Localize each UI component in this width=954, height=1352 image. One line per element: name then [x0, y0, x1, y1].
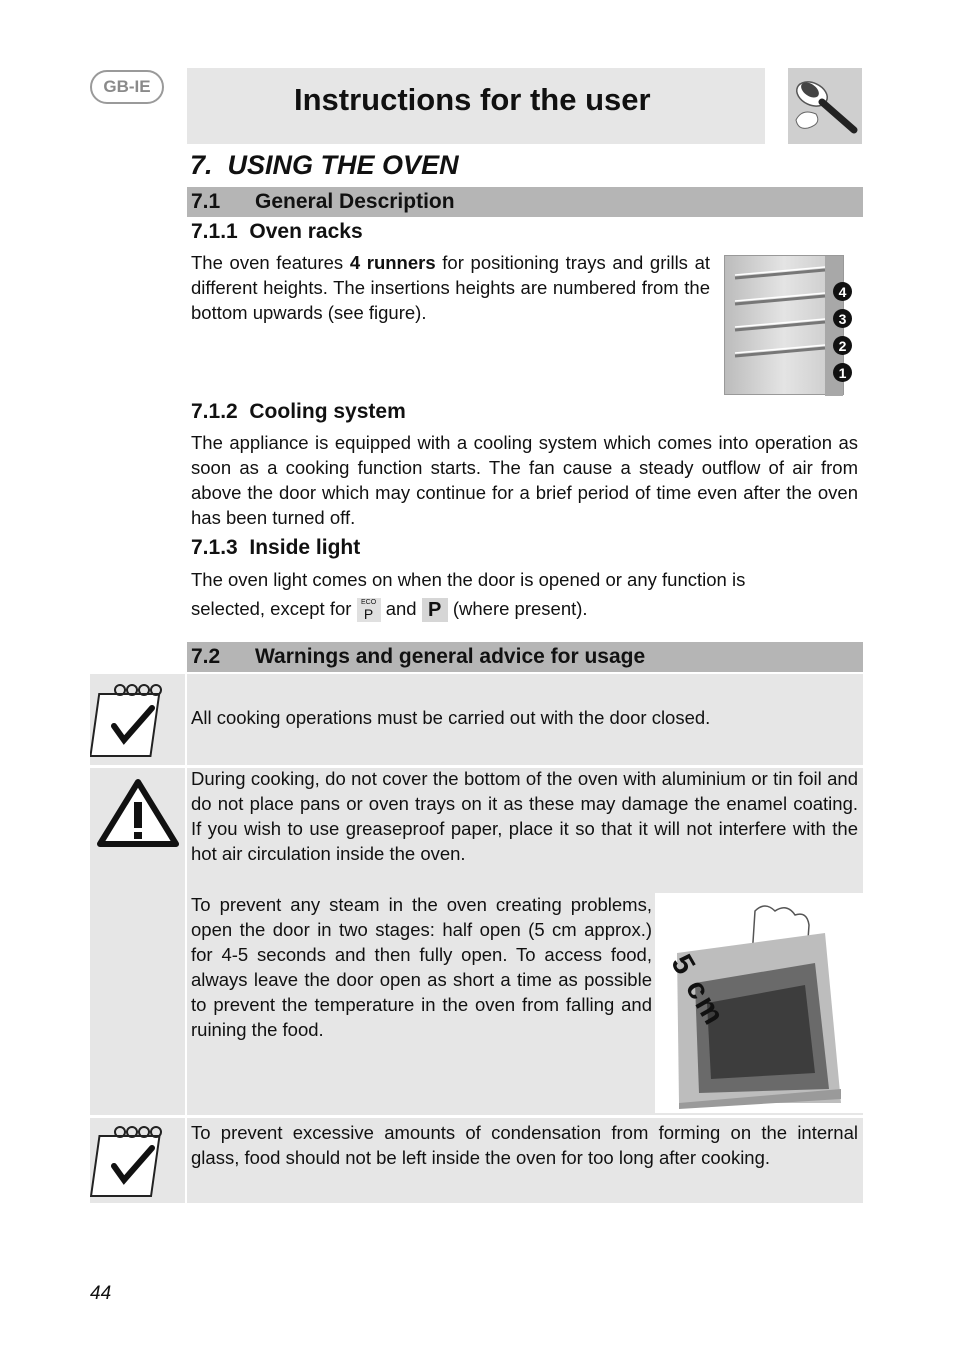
pizza-function-icon: P [422, 598, 448, 622]
chef-spoon-icon [788, 68, 862, 144]
subsection-heading-oven-racks [191, 220, 363, 244]
rack-level-3: 3 [833, 309, 852, 328]
section-bar-7-2 [187, 642, 863, 672]
rack-level-4: 4 [833, 282, 852, 301]
chapter-number: 7. [190, 150, 213, 180]
page-number: 44 [90, 1283, 112, 1304]
warning-icon-cell [90, 768, 185, 1115]
warning-triangle-icon [90, 768, 185, 858]
subsection-title: Inside light [249, 536, 361, 559]
note2-text: To prevent excessive amounts of condensation from forming on the internal glass, food should not be left inside the oven for too long after cooking. [191, 1122, 858, 1168]
chapter-heading [190, 150, 459, 181]
text-fragment: The oven features [191, 252, 350, 273]
warning1-text: During cooking, do not cover the bottom of the oven with aluminium or tin foil and do not place pans or oven trays on it as these may damage the enamel coating. If you wish to use greaseproof paper, place it so that it will not interfere with the hot air circulation inside the oven. [191, 768, 858, 864]
text-fragment: selected, except for [191, 598, 357, 619]
rack-level-1: 1 [833, 363, 852, 382]
page-title: Instructions for the user [294, 82, 651, 117]
notepad-check-icon [90, 674, 185, 765]
section-bar-7-1 [187, 187, 863, 217]
cooling-text: The appliance is equipped with a cooling system which comes into operation as soon as a cooking function starts. The fan cause a steady outflow of air from above the door which may continue for a brief period of time even after the oven has been turned off. [191, 432, 858, 528]
subsection-number: 7.1.2 [191, 400, 238, 423]
section-number: 7.2 [191, 645, 221, 668]
section-number: 7.1 [191, 190, 221, 213]
text-fragment: (where present). [447, 598, 588, 619]
text-fragment: and [380, 598, 422, 619]
eco-label: ECO [360, 599, 377, 607]
section-title: Warnings and general advice for usage [255, 645, 646, 668]
chapter-title: USING THE OVEN [227, 150, 459, 180]
subsection-title: Oven racks [249, 220, 363, 243]
subsection-title: Cooling system [249, 400, 406, 423]
oven-racks-image [724, 255, 844, 395]
notepad-check-icon [90, 1118, 185, 1203]
subsection-number: 7.1.3 [191, 536, 238, 559]
subsection-heading-cooling [191, 400, 406, 424]
note-icon-cell [90, 1118, 185, 1203]
subsection-number: 7.1.1 [191, 220, 238, 243]
text-fragment: for positioning trays and grills at different heights. The insertions heights are numbered from the bottom upwards (see figure). [191, 252, 711, 323]
region-badge: GB-IE [90, 70, 164, 104]
text-bold: 4 runners [349, 252, 436, 273]
subsection-heading-light [191, 536, 360, 560]
rack-level-2: 2 [833, 336, 852, 355]
eco-letter: P [363, 606, 374, 623]
eco-function-icon [357, 598, 381, 622]
section-title: General Description [255, 190, 455, 213]
oven-racks-text [191, 250, 710, 325]
note1-text: All cooking operations must be carried out with the door closed. [191, 707, 711, 728]
oven-door-image [655, 893, 863, 1113]
note-icon-cell [90, 674, 185, 765]
warning2-text: To prevent any steam in the oven creating problems, open the door in two stages: half open (5 cm approx.) for 4-5 seconds and then fully open. To access food, always leave the door open as short a time as possible to prevent the temperature in the oven from falling and ruining the food. [191, 894, 652, 1040]
light-text-line2 [191, 596, 858, 622]
light-text-line1: The oven light comes on when the door is opened or any function is [191, 569, 746, 590]
door-open-label: 5 cm [664, 949, 732, 1032]
